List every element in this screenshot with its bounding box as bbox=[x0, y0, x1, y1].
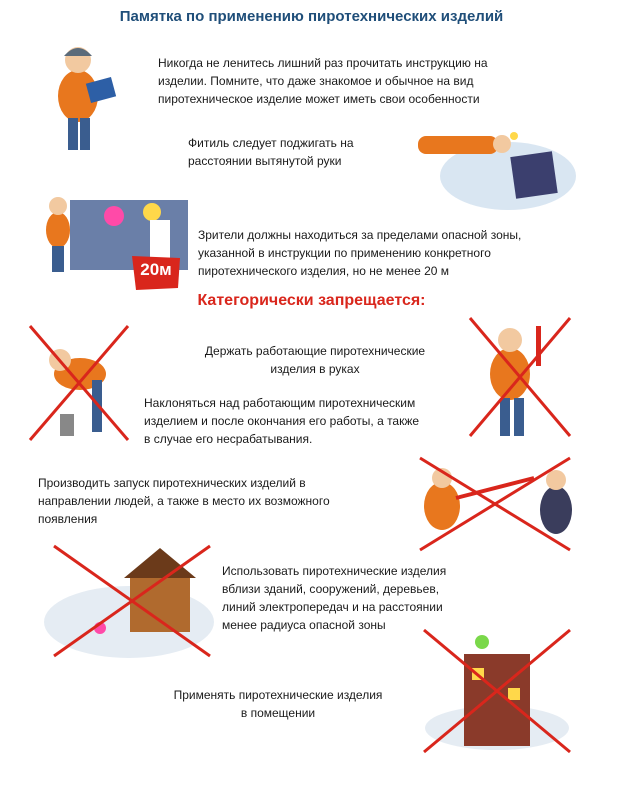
text-line: изделии. Помните, что даже знакомое и обычное на вид bbox=[158, 74, 474, 88]
text-line: пиротехнического изделия, но не менее 20 м bbox=[198, 264, 450, 278]
building-on-fire-illustration bbox=[422, 628, 572, 754]
text-line: в случае его несрабатывания. bbox=[144, 432, 313, 446]
text-line: Держать работающие пиротехнические bbox=[204, 344, 426, 358]
hand-lighting-fuse-illustration bbox=[418, 112, 576, 214]
text-line: появления bbox=[38, 512, 98, 526]
text-line: Никогда не ленитесь лишний раз прочитать инструкцию на bbox=[158, 56, 488, 70]
spectators-text bbox=[198, 226, 576, 280]
instructions-text bbox=[158, 54, 538, 108]
text-line: расстоянии вытянутой руки bbox=[188, 154, 342, 168]
distance-label: 20м bbox=[140, 260, 172, 279]
man-reading-illustration bbox=[48, 38, 128, 153]
text-line: Использовать пиротехнические изделия bbox=[222, 564, 447, 578]
text-line: указанной в инструкции по применению конкретного bbox=[198, 246, 491, 260]
page-title: Памятка по применению пиротехнических изделий bbox=[119, 8, 504, 25]
aiming-at-people-illustration bbox=[416, 456, 574, 552]
hold-text bbox=[190, 342, 440, 378]
forbidden-heading: Категорически запрещается: bbox=[197, 292, 426, 309]
near-text bbox=[222, 562, 498, 634]
text-line: Фитиль следует поджигать на bbox=[188, 136, 354, 150]
text-line: линий электропередач и на расстоянии bbox=[222, 600, 443, 614]
fuse-text bbox=[188, 134, 402, 170]
text-line: пиротехническое изделие может иметь свои особенности bbox=[158, 92, 480, 106]
text-line: Применять пиротехнические изделия bbox=[173, 688, 383, 702]
house-near-fireworks-illustration bbox=[44, 542, 214, 660]
text-line: Наклоняться над работающим пиротехническим bbox=[144, 396, 416, 410]
indoors-text bbox=[160, 686, 396, 722]
text-line: изделия в руках bbox=[270, 362, 360, 376]
text-line: Производить запуск пиротехнических изделий в bbox=[38, 476, 306, 490]
lean-text bbox=[144, 394, 454, 448]
text-line: Зрители должны находиться за пределами опасной зоны, bbox=[198, 228, 522, 242]
man-leaning-over-illustration bbox=[30, 322, 128, 442]
man-holding-firework-illustration bbox=[470, 312, 570, 440]
text-line: изделием и после окончания его работы, а также bbox=[144, 414, 420, 428]
text-line: в помещении bbox=[240, 706, 316, 720]
text-line: направлении людей, а также в место их возможного bbox=[38, 494, 330, 508]
aim-text bbox=[38, 474, 400, 528]
text-line: менее радиуса опасной зоны bbox=[222, 618, 386, 632]
text-line: вблизи зданий, сооружений, деревьев, bbox=[222, 582, 440, 596]
